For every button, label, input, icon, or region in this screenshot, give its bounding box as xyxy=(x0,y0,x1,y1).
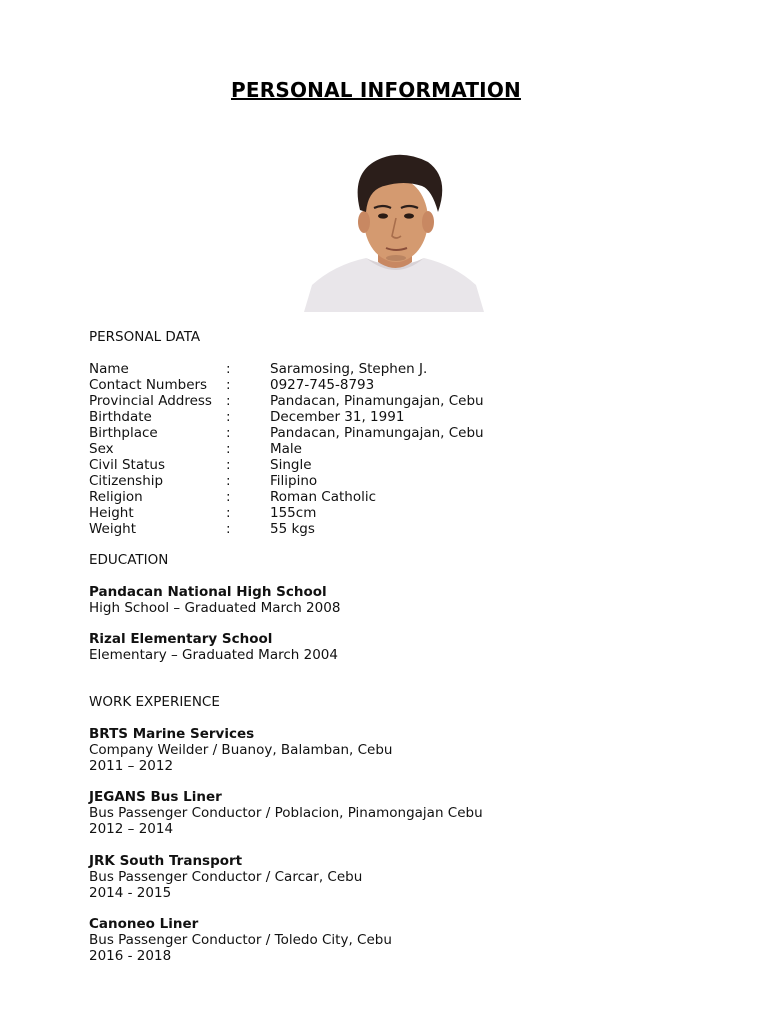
data-row-religion xyxy=(89,489,609,505)
job-role: Bus Passenger Conductor / Carcar, Cebu xyxy=(89,869,363,885)
row-colon: : xyxy=(226,457,231,473)
personal-data-heading: PERSONAL DATA xyxy=(89,329,201,345)
job-role: Company Weilder / Buanoy, Balamban, Cebu xyxy=(89,742,393,758)
company-name: JEGANS Bus Liner xyxy=(89,789,222,805)
data-row-sex xyxy=(89,441,609,457)
row-colon: : xyxy=(226,377,231,393)
work-entry xyxy=(89,916,392,964)
school-detail: High School – Graduated March 2008 xyxy=(89,600,341,616)
row-value: Pandacan, Pinamungajan, Cebu xyxy=(270,393,484,409)
education-entry xyxy=(89,631,338,663)
data-row-height xyxy=(89,505,609,521)
data-row-civil-status xyxy=(89,457,609,473)
work-experience-heading: WORK EXPERIENCE xyxy=(89,694,220,710)
row-value: Male xyxy=(270,441,302,457)
row-colon: : xyxy=(226,361,231,377)
row-label: Civil Status xyxy=(89,457,165,473)
row-value: Single xyxy=(270,457,312,473)
row-colon: : xyxy=(226,489,231,505)
company-name: JRK South Transport xyxy=(89,853,243,869)
row-label: Name xyxy=(89,361,129,377)
school-name: Pandacan National High School xyxy=(89,584,327,600)
row-value: Pandacan, Pinamungajan, Cebu xyxy=(270,425,484,441)
school-detail: Elementary – Graduated March 2004 xyxy=(89,647,338,663)
row-colon: : xyxy=(226,473,231,489)
job-years: 2011 – 2012 xyxy=(89,758,174,774)
page-title: PERSONAL INFORMATION xyxy=(231,78,521,102)
row-label: Weight xyxy=(89,521,137,537)
data-row-provincial-address xyxy=(89,393,609,409)
education-heading: EDUCATION xyxy=(89,552,169,568)
company-name: Canoneo Liner xyxy=(89,916,199,932)
row-label: Height xyxy=(89,505,134,521)
row-label: Birthdate xyxy=(89,409,152,425)
education-entry xyxy=(89,584,340,616)
row-label: Contact Numbers xyxy=(89,377,208,393)
work-entry xyxy=(89,726,392,774)
row-colon: : xyxy=(226,441,231,457)
job-role: Bus Passenger Conductor / Toledo City, Cebu xyxy=(89,932,392,948)
row-value: 155cm xyxy=(270,505,317,521)
data-row-citizenship xyxy=(89,473,609,489)
school-name: Rizal Elementary School xyxy=(89,631,273,647)
row-value: Roman Catholic xyxy=(270,489,377,505)
data-row-name xyxy=(89,361,609,377)
row-value: 0927-745-8793 xyxy=(270,377,375,393)
row-colon: : xyxy=(226,409,231,425)
job-years: 2016 - 2018 xyxy=(89,948,172,964)
company-name: BRTS Marine Services xyxy=(89,726,255,742)
row-value: 55 kgs xyxy=(270,521,315,537)
work-entry xyxy=(89,853,362,901)
row-label: Religion xyxy=(89,489,143,505)
profile-photo xyxy=(304,150,484,312)
row-colon: : xyxy=(226,393,231,409)
work-entry xyxy=(89,789,483,837)
job-years: 2014 - 2015 xyxy=(89,885,172,901)
row-value: Saramosing, Stephen J. xyxy=(270,361,428,377)
row-label: Sex xyxy=(89,441,114,457)
job-years: 2012 – 2014 xyxy=(89,821,174,837)
row-colon: : xyxy=(226,425,231,441)
row-value: Filipino xyxy=(270,473,318,489)
job-role: Bus Passenger Conductor / Poblacion, Pinamongajan Cebu xyxy=(89,805,483,821)
row-colon: : xyxy=(226,505,231,521)
row-label: Citizenship xyxy=(89,473,164,489)
row-label: Birthplace xyxy=(89,425,158,441)
row-value: December 31, 1991 xyxy=(270,409,405,425)
data-row-birthdate xyxy=(89,409,609,425)
row-colon: : xyxy=(226,521,231,537)
data-row-birthplace xyxy=(89,425,609,441)
row-label: Provincial Address xyxy=(89,393,212,409)
data-row-contact-numbers xyxy=(89,377,609,393)
data-row-weight xyxy=(89,521,609,537)
